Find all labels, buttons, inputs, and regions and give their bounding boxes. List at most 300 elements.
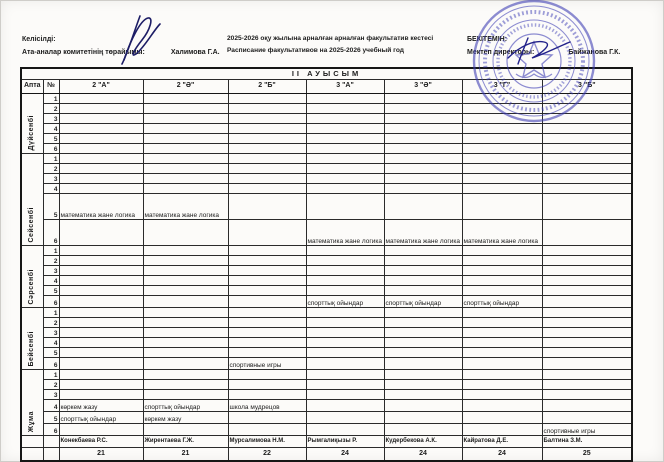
schedule-row	[21, 400, 632, 412]
director-signature-icon	[504, 36, 574, 66]
agreed-label: Келісілді:	[22, 36, 56, 43]
schedule-row	[21, 348, 632, 358]
schedule-row	[21, 370, 632, 380]
schedule-cell	[384, 318, 462, 328]
hours-count: 24	[306, 448, 384, 462]
hours-count: 21	[59, 448, 143, 462]
day-label: Дүйсенбі	[21, 94, 43, 154]
schedule-cell: көркем жазу	[59, 400, 143, 412]
teacher-name: Конекбаева Р.С.	[59, 436, 143, 448]
schedule-cell	[59, 144, 143, 154]
schedule-row	[21, 266, 632, 276]
schedule-cell	[143, 246, 228, 256]
schedule-row	[21, 286, 632, 296]
schedule-cell	[462, 134, 542, 144]
schedule-cell	[542, 256, 632, 266]
schedule-cell	[228, 390, 306, 400]
schedule-cell	[143, 296, 228, 308]
schedule-cell	[384, 338, 462, 348]
schedule-cell	[306, 194, 384, 220]
schedule-cell	[143, 390, 228, 400]
schedule-cell	[59, 104, 143, 114]
schedule-cell: математика жане логика	[306, 220, 384, 246]
schedule-table	[20, 67, 633, 462]
schedule-cell	[306, 424, 384, 436]
day-label: Сәрсенбі	[21, 246, 43, 308]
schedule-cell	[228, 348, 306, 358]
schedule-cell: спорттық ойындар	[59, 412, 143, 424]
lesson-number: 6	[43, 296, 59, 308]
schedule-cell	[542, 114, 632, 124]
lesson-number: 3	[43, 114, 59, 124]
column-header: 2 "Б"	[228, 80, 306, 94]
hours-count: 24	[384, 448, 462, 462]
schedule-cell: спортивные игры	[542, 424, 632, 436]
schedule-cell	[542, 124, 632, 134]
schedule-cell	[306, 134, 384, 144]
hours-row	[21, 448, 632, 462]
schedule-cell	[306, 286, 384, 296]
schedule-cell	[462, 174, 542, 184]
lesson-number: 3	[43, 390, 59, 400]
schedule-cell: көркем жазу	[143, 412, 228, 424]
chairwoman-signature-icon	[110, 14, 172, 66]
schedule-cell	[143, 174, 228, 184]
schedule-row	[21, 164, 632, 174]
schedule-cell	[59, 184, 143, 194]
schedule-cell	[228, 424, 306, 436]
parent-committee-label: Ата-аналар комитетінің төрайымы:	[22, 49, 145, 56]
schedule-cell	[384, 164, 462, 174]
schedule-row	[21, 154, 632, 164]
schedule-cell	[384, 94, 462, 104]
schedule-cell	[306, 266, 384, 276]
schedule-cell	[462, 94, 542, 104]
lesson-number: 1	[43, 308, 59, 318]
schedule-cell	[462, 318, 542, 328]
schedule-cell	[306, 124, 384, 134]
schedule-cell	[542, 194, 632, 220]
schedule-cell	[306, 308, 384, 318]
schedule-cell	[542, 164, 632, 174]
schedule-cell	[228, 380, 306, 390]
schedule-row	[21, 276, 632, 286]
schedule-cell	[228, 154, 306, 164]
schedule-cell	[384, 358, 462, 370]
shift-title: ІІ АУЫСЫМ	[21, 68, 632, 80]
schedule-cell	[59, 94, 143, 104]
schedule-cell	[462, 338, 542, 348]
schedule-cell	[462, 286, 542, 296]
schedule-cell	[542, 380, 632, 390]
schedule-cell	[542, 358, 632, 370]
schedule-cell	[143, 424, 228, 436]
schedule-cell	[306, 184, 384, 194]
schedule-cell	[542, 400, 632, 412]
schedule-cell: математика жане логика	[384, 220, 462, 246]
schedule-cell	[143, 114, 228, 124]
schedule-cell	[59, 370, 143, 380]
schedule-cell	[143, 380, 228, 390]
schedule-cell	[542, 134, 632, 144]
lesson-number: 3	[43, 174, 59, 184]
lesson-number: 1	[43, 154, 59, 164]
schedule-cell	[59, 256, 143, 266]
schedule-cell: математика жане логика	[59, 194, 143, 220]
teachers-row	[21, 436, 632, 448]
schedule-cell	[306, 114, 384, 124]
schedule-cell	[59, 220, 143, 246]
schedule-cell	[384, 348, 462, 358]
schedule-cell	[306, 94, 384, 104]
schedule-cell	[462, 358, 542, 370]
lesson-number: 2	[43, 256, 59, 266]
schedule-cell	[306, 328, 384, 338]
schedule-cell: школа мудрецов	[228, 400, 306, 412]
lesson-number: 5	[43, 194, 59, 220]
schedule-cell	[228, 246, 306, 256]
schedule-cell	[542, 390, 632, 400]
lesson-number: 1	[43, 370, 59, 380]
lesson-number: 5	[43, 348, 59, 358]
column-header: 2 "А"	[59, 80, 143, 94]
document-title-kz: 2025-2026 оқу жылына арналған арналған факультатив кестесі	[227, 35, 434, 42]
day-label: Бейсенбі	[21, 308, 43, 370]
schedule-row	[21, 104, 632, 114]
schedule-cell	[306, 400, 384, 412]
schedule-cell	[306, 164, 384, 174]
schedule-cell	[228, 296, 306, 308]
schedule-cell	[59, 318, 143, 328]
schedule-cell	[542, 154, 632, 164]
schedule-cell	[384, 194, 462, 220]
schedule-cell	[462, 194, 542, 220]
schedule-cell	[384, 400, 462, 412]
empty-cell	[43, 448, 59, 462]
hours-count: 24	[462, 448, 542, 462]
schedule-cell	[228, 124, 306, 134]
schedule-cell	[384, 308, 462, 318]
day-label: Сейсенбі	[21, 154, 43, 246]
schedule-cell	[542, 246, 632, 256]
schedule-cell	[228, 174, 306, 184]
schedule-cell	[306, 256, 384, 266]
hours-count: 21	[143, 448, 228, 462]
column-header: 3 "Б"	[542, 80, 632, 94]
schedule-cell	[143, 256, 228, 266]
schedule-cell	[542, 286, 632, 296]
schedule-cell	[462, 390, 542, 400]
schedule-row	[21, 94, 632, 104]
schedule-cell	[59, 114, 143, 124]
schedule-cell	[59, 124, 143, 134]
schedule-cell	[143, 94, 228, 104]
schedule-cell	[542, 318, 632, 328]
document-title-block	[227, 33, 462, 57]
schedule-cell	[462, 308, 542, 318]
document-title-ru: Расписание факультативов на 2025-2026 учебный год	[227, 47, 404, 54]
teacher-name: Кудербекова А.К.	[384, 436, 462, 448]
schedule-cell	[462, 400, 542, 412]
schedule-cell	[306, 348, 384, 358]
schedule-cell	[384, 328, 462, 338]
schedule-cell	[462, 424, 542, 436]
schedule-cell	[306, 144, 384, 154]
schedule-row	[21, 124, 632, 134]
schedule-row	[21, 246, 632, 256]
schedule-cell	[143, 286, 228, 296]
schedule-cell	[59, 164, 143, 174]
schedule-cell	[542, 144, 632, 154]
schedule-cell	[542, 412, 632, 424]
schedule-cell	[59, 134, 143, 144]
schedule-cell	[228, 114, 306, 124]
approve-label: БЕКІТЕМІН:	[467, 36, 508, 43]
schedule-row	[21, 308, 632, 318]
column-header: 3 "А"	[306, 80, 384, 94]
schedule-cell	[143, 328, 228, 338]
schedule-cell	[462, 370, 542, 380]
lesson-number: 3	[43, 328, 59, 338]
schedule-cell: спорттық ойындар	[384, 296, 462, 308]
schedule-cell	[384, 124, 462, 134]
schedule-cell	[306, 358, 384, 370]
shift-header-row	[21, 68, 632, 80]
schedule-cell	[228, 308, 306, 318]
schedule-cell	[542, 276, 632, 286]
schedule-cell	[143, 370, 228, 380]
schedule-cell	[59, 174, 143, 184]
teacher-name: Мурсалимова Н.М.	[228, 436, 306, 448]
schedule-row	[21, 328, 632, 338]
schedule-cell	[59, 348, 143, 358]
column-header: Апта	[21, 80, 43, 94]
hours-count: 22	[228, 448, 306, 462]
empty-cell	[21, 448, 43, 462]
schedule-row	[21, 318, 632, 328]
schedule-cell	[384, 276, 462, 286]
schedule-cell	[59, 276, 143, 286]
teacher-name: Жирентаева Г.Ж.	[143, 436, 228, 448]
schedule-cell	[384, 380, 462, 390]
schedule-cell	[228, 94, 306, 104]
day-label: Жұма	[21, 370, 43, 436]
lesson-number: 5	[43, 412, 59, 424]
schedule-cell	[143, 276, 228, 286]
lesson-number: 5	[43, 286, 59, 296]
director-label: Мектеп директоры:	[467, 49, 535, 56]
schedule-cell	[59, 154, 143, 164]
schedule-cell	[228, 266, 306, 276]
schedule-cell	[143, 348, 228, 358]
schedule-cell	[228, 144, 306, 154]
schedule-cell	[143, 308, 228, 318]
schedule-cell	[59, 246, 143, 256]
lesson-number: 2	[43, 164, 59, 174]
schedule-cell	[228, 256, 306, 266]
schedule-cell: математика жане логика	[143, 194, 228, 220]
schedule-cell	[462, 412, 542, 424]
schedule-row	[21, 380, 632, 390]
schedule-cell	[143, 266, 228, 276]
schedule-row	[21, 114, 632, 124]
schedule-cell	[542, 328, 632, 338]
schedule-row	[21, 184, 632, 194]
lesson-number: 6	[43, 220, 59, 246]
schedule-cell	[306, 246, 384, 256]
schedule-cell	[306, 154, 384, 164]
lesson-number: 6	[43, 424, 59, 436]
empty-cell	[21, 436, 43, 448]
schedule-cell	[59, 328, 143, 338]
schedule-cell	[384, 256, 462, 266]
schedule-row	[21, 390, 632, 400]
column-header: №	[43, 80, 59, 94]
schedule-cell	[542, 220, 632, 246]
schedule-cell	[384, 424, 462, 436]
schedule-cell	[462, 114, 542, 124]
schedule-cell	[143, 154, 228, 164]
schedule-cell	[384, 246, 462, 256]
column-header: 2 "Ә"	[143, 80, 228, 94]
chairwoman-name: Халимова Г.А.	[170, 49, 220, 56]
schedule-cell	[384, 286, 462, 296]
schedule-row	[21, 338, 632, 348]
schedule-cell: математика жане логика	[462, 220, 542, 246]
schedule-cell	[306, 390, 384, 400]
lesson-number: 4	[43, 184, 59, 194]
schedule-cell	[542, 308, 632, 318]
schedule-row	[21, 424, 632, 436]
schedule-cell	[306, 276, 384, 286]
schedule-cell	[462, 164, 542, 174]
schedule-cell	[462, 256, 542, 266]
schedule-cell	[462, 266, 542, 276]
schedule-cell	[143, 358, 228, 370]
schedule-cell	[228, 370, 306, 380]
schedule-cell	[542, 296, 632, 308]
schedule-cell	[228, 104, 306, 114]
schedule-cell	[542, 174, 632, 184]
schedule-cell	[462, 104, 542, 114]
schedule-cell	[59, 286, 143, 296]
schedule-row	[21, 194, 632, 220]
schedule-row	[21, 256, 632, 266]
lesson-number: 6	[43, 144, 59, 154]
schedule-cell	[306, 174, 384, 184]
schedule-cell	[228, 134, 306, 144]
column-header: 3 "Ә"	[384, 80, 462, 94]
schedule-cell	[228, 220, 306, 246]
schedule-cell	[462, 184, 542, 194]
schedule-cell	[143, 338, 228, 348]
schedule-cell	[542, 94, 632, 104]
lesson-number: 1	[43, 94, 59, 104]
lesson-number: 2	[43, 104, 59, 114]
schedule-cell	[228, 164, 306, 174]
schedule-cell	[384, 104, 462, 114]
schedule-row	[21, 144, 632, 154]
schedule-cell	[306, 370, 384, 380]
lesson-number: 4	[43, 124, 59, 134]
column-header: 3 "Г"	[462, 80, 542, 94]
schedule-cell	[462, 124, 542, 134]
schedule-cell: спорттық ойындар	[462, 296, 542, 308]
schedule-cell	[228, 184, 306, 194]
schedule-cell	[384, 412, 462, 424]
schedule-cell	[306, 380, 384, 390]
teacher-name: Балтина З.М.	[542, 436, 632, 448]
schedule-cell	[143, 184, 228, 194]
lesson-number: 4	[43, 338, 59, 348]
schedule-cell	[542, 348, 632, 358]
schedule-cell	[384, 174, 462, 184]
lesson-number: 2	[43, 380, 59, 390]
schedule-cell	[384, 114, 462, 124]
lesson-number: 1	[43, 246, 59, 256]
teacher-name: Рымгалиқызы Р.	[306, 436, 384, 448]
schedule-cell	[384, 144, 462, 154]
schedule-cell	[59, 390, 143, 400]
schedule-cell	[59, 296, 143, 308]
schedule-cell	[143, 164, 228, 174]
schedule-cell	[228, 276, 306, 286]
empty-cell	[43, 436, 59, 448]
schedule-cell	[228, 286, 306, 296]
schedule-cell	[228, 412, 306, 424]
schedule-cell	[143, 220, 228, 246]
schedule-cell	[306, 104, 384, 114]
schedule-cell	[306, 338, 384, 348]
schedule-cell	[228, 338, 306, 348]
schedule-row	[21, 220, 632, 246]
schedule-cell	[143, 318, 228, 328]
schedule-cell	[143, 104, 228, 114]
column-header-row	[21, 80, 632, 94]
schedule-cell	[384, 134, 462, 144]
schedule-cell	[542, 104, 632, 114]
schedule-cell	[542, 370, 632, 380]
schedule-cell	[228, 318, 306, 328]
schedule-cell	[462, 380, 542, 390]
schedule-cell	[462, 144, 542, 154]
lesson-number: 3	[43, 266, 59, 276]
schedule-cell	[462, 246, 542, 256]
lesson-number: 5	[43, 134, 59, 144]
schedule-row	[21, 296, 632, 308]
schedule-cell	[306, 412, 384, 424]
schedule-cell	[59, 338, 143, 348]
schedule-row	[21, 174, 632, 184]
lesson-number: 4	[43, 276, 59, 286]
schedule-cell	[384, 266, 462, 276]
lesson-number: 2	[43, 318, 59, 328]
schedule-cell	[143, 124, 228, 134]
schedule-cell	[462, 328, 542, 338]
schedule-cell	[542, 266, 632, 276]
schedule-cell	[59, 424, 143, 436]
schedule-cell	[59, 358, 143, 370]
schedule-cell	[143, 144, 228, 154]
schedule-cell	[542, 184, 632, 194]
schedule-cell: спорттық ойындар	[306, 296, 384, 308]
schedule-cell	[306, 318, 384, 328]
schedule-cell	[228, 194, 306, 220]
schedule-cell	[384, 184, 462, 194]
schedule-cell	[59, 308, 143, 318]
schedule-cell	[59, 266, 143, 276]
schedule-cell	[59, 380, 143, 390]
